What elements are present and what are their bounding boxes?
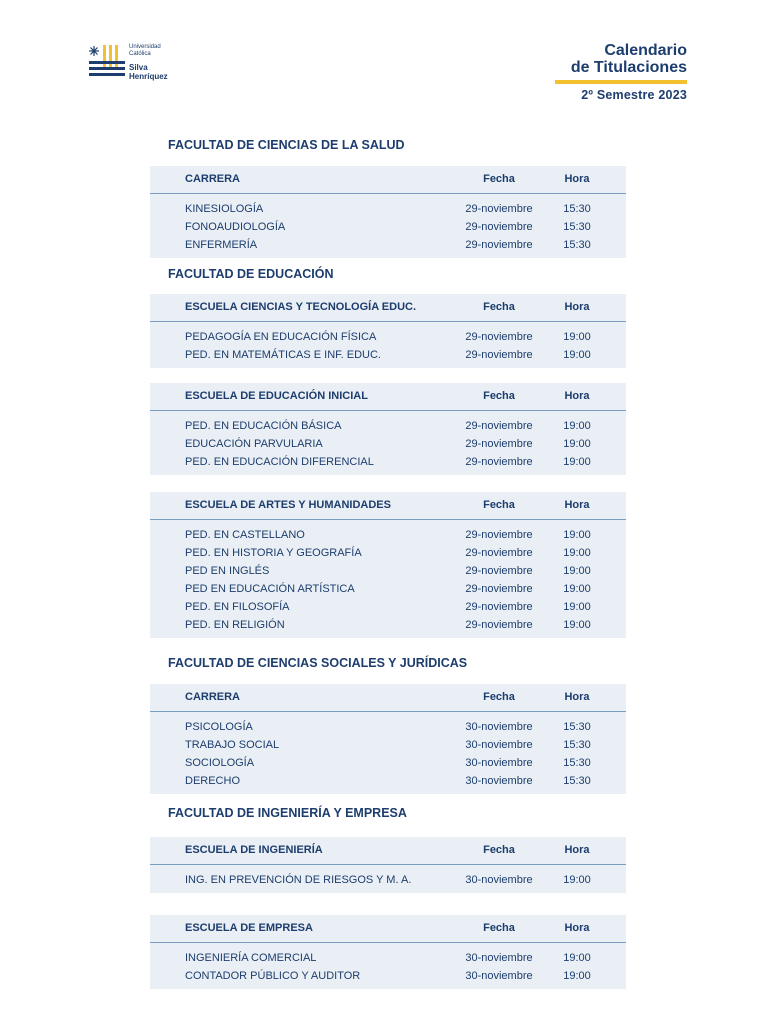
graduation-date: 30-noviembre	[465, 739, 533, 751]
table-header-program: ESCUELA DE INGENIERÍA	[185, 844, 323, 856]
program-name: TRABAJO SOCIAL	[185, 739, 280, 751]
schedule-table	[150, 915, 626, 989]
table-row	[150, 200, 626, 218]
table-header-program: CARRERA	[185, 691, 240, 703]
graduation-time: 19:00	[563, 601, 591, 613]
program-name: CONTADOR PÚBLICO Y AUDITOR	[185, 970, 361, 982]
program-name: PED. EN FILOSOFÍA	[185, 601, 290, 613]
faculty-heading: FACULTAD DE CIENCIAS DE LA SALUD	[168, 138, 405, 152]
table-row	[150, 435, 626, 453]
table-body	[150, 411, 626, 475]
table-header-time: Hora	[564, 844, 590, 856]
graduation-time: 19:00	[563, 874, 591, 886]
schedule-table	[150, 166, 626, 258]
table-body	[150, 194, 626, 258]
logo-university-label: Universidad Católica	[129, 44, 161, 57]
graduation-date: 29-noviembre	[465, 221, 533, 233]
graduation-time: 15:30	[563, 775, 591, 787]
schedule-table	[150, 684, 626, 794]
table-header-date: Fecha	[483, 499, 515, 511]
graduation-date: 29-noviembre	[465, 331, 533, 343]
table-body	[150, 712, 626, 794]
graduation-time: 19:00	[563, 349, 591, 361]
table-header-row	[150, 383, 626, 411]
graduation-date: 29-noviembre	[465, 529, 533, 541]
title-line-1: Calendario	[604, 42, 687, 59]
table-header-time: Hora	[564, 499, 590, 511]
program-name: PEDAGOGÍA EN EDUCACIÓN FÍSICA	[185, 331, 377, 343]
schedule-table	[150, 492, 626, 638]
table-header-date: Fecha	[483, 173, 515, 185]
table-header-date: Fecha	[483, 844, 515, 856]
graduation-time: 19:00	[563, 438, 591, 450]
table-header-row	[150, 915, 626, 943]
graduation-time: 19:00	[563, 565, 591, 577]
graduation-date: 29-noviembre	[465, 619, 533, 631]
table-row	[150, 417, 626, 435]
table-header-date: Fecha	[483, 922, 515, 934]
program-name: PED. EN EDUCACIÓN DIFERENCIAL	[185, 456, 374, 468]
table-row	[150, 544, 626, 562]
table-row	[150, 236, 626, 254]
table-row	[150, 871, 626, 889]
table-header-row	[150, 684, 626, 712]
graduation-time: 19:00	[563, 420, 591, 432]
program-name: EDUCACIÓN PARVULARIA	[185, 438, 323, 450]
table-header-time: Hora	[564, 922, 590, 934]
table-body	[150, 322, 626, 368]
program-name: INGENIERÍA COMERCIAL	[185, 952, 317, 964]
graduation-time: 19:00	[563, 583, 591, 595]
graduation-date: 30-noviembre	[465, 952, 533, 964]
graduation-date: 29-noviembre	[465, 456, 533, 468]
faculty-heading: FACULTAD DE INGENIERÍA Y EMPRESA	[168, 806, 407, 820]
graduation-time: 19:00	[563, 952, 591, 964]
schedule-table	[150, 383, 626, 475]
logo-name	[129, 63, 168, 81]
table-header-row	[150, 166, 626, 194]
graduation-time: 15:30	[563, 721, 591, 733]
table-header-time: Hora	[564, 173, 590, 185]
table-row	[150, 616, 626, 634]
table-row	[150, 754, 626, 772]
table-header-time: Hora	[564, 390, 590, 402]
table-row	[150, 718, 626, 736]
program-name: ENFERMERÍA	[185, 239, 258, 251]
table-row	[150, 772, 626, 790]
logo-mark-icon	[88, 44, 128, 84]
graduation-time: 15:30	[563, 739, 591, 751]
graduation-date: 30-noviembre	[465, 970, 533, 982]
table-body	[150, 865, 626, 893]
table-row	[150, 967, 626, 985]
schedule-table	[150, 837, 626, 893]
table-body	[150, 943, 626, 989]
semester-subtitle: 2º Semestre 2023	[581, 88, 687, 102]
graduation-time: 15:30	[563, 757, 591, 769]
table-header-program: ESCUELA DE ARTES Y HUMANIDADES	[185, 499, 391, 511]
graduation-date: 29-noviembre	[465, 547, 533, 559]
program-name: SOCIOLOGÍA	[185, 757, 255, 769]
table-header-row	[150, 837, 626, 865]
logo-name-line2: Henríquez	[129, 72, 168, 81]
document-title-block	[555, 42, 687, 102]
table-row	[150, 598, 626, 616]
graduation-date: 30-noviembre	[465, 775, 533, 787]
table-row	[150, 949, 626, 967]
graduation-date: 29-noviembre	[465, 349, 533, 361]
graduation-time: 19:00	[563, 619, 591, 631]
table-header-row	[150, 294, 626, 322]
graduation-date: 29-noviembre	[465, 601, 533, 613]
table-header-time: Hora	[564, 691, 590, 703]
table-header-row	[150, 492, 626, 520]
graduation-date: 29-noviembre	[465, 583, 533, 595]
graduation-date: 29-noviembre	[465, 203, 533, 215]
table-header-program: ESCUELA CIENCIAS Y TECNOLOGÍA EDUC.	[185, 301, 417, 313]
logo-name-line1: Silva	[129, 63, 148, 72]
graduation-date: 30-noviembre	[465, 757, 533, 769]
graduation-time: 19:00	[563, 529, 591, 541]
university-logo	[88, 44, 188, 84]
graduation-time: 19:00	[563, 456, 591, 468]
table-row	[150, 218, 626, 236]
graduation-date: 29-noviembre	[465, 565, 533, 577]
schedule-table	[150, 294, 626, 368]
table-row	[150, 580, 626, 598]
table-row	[150, 526, 626, 544]
program-name: PED EN EDUCACIÓN ARTÍSTICA	[185, 583, 355, 595]
table-header-date: Fecha	[483, 301, 515, 313]
table-row	[150, 346, 626, 364]
table-header-date: Fecha	[483, 691, 515, 703]
graduation-date: 30-noviembre	[465, 721, 533, 733]
program-name: PED EN INGLÉS	[185, 565, 270, 577]
table-header-program: ESCUELA DE EMPRESA	[185, 922, 313, 934]
program-name: PED. EN CASTELLANO	[185, 529, 305, 541]
table-body	[150, 520, 626, 638]
program-name: PED. EN MATEMÁTICAS E INF. EDUC.	[185, 349, 381, 361]
table-row	[150, 562, 626, 580]
graduation-time: 15:30	[563, 239, 591, 251]
program-name: PED. EN EDUCACIÓN BÁSICA	[185, 420, 342, 432]
graduation-date: 29-noviembre	[465, 438, 533, 450]
table-header-program: ESCUELA DE EDUCACIÓN INICIAL	[185, 390, 368, 402]
graduation-time: 15:30	[563, 221, 591, 233]
table-row	[150, 328, 626, 346]
title-accent-bar	[555, 80, 687, 84]
graduation-time: 15:30	[563, 203, 591, 215]
table-header-time: Hora	[564, 301, 590, 313]
program-name: FONOAUDIOLOGÍA	[185, 221, 286, 233]
program-name: KINESIOLOGÍA	[185, 203, 264, 215]
graduation-date: 30-noviembre	[465, 874, 533, 886]
table-row	[150, 453, 626, 471]
program-name: PSICOLOGÍA	[185, 721, 253, 733]
faculty-heading: FACULTAD DE EDUCACIÓN	[168, 267, 334, 281]
graduation-time: 19:00	[563, 547, 591, 559]
graduation-date: 29-noviembre	[465, 420, 533, 432]
graduation-time: 19:00	[563, 331, 591, 343]
table-header-program: CARRERA	[185, 173, 240, 185]
faculty-heading: FACULTAD DE CIENCIAS SOCIALES Y JURÍDICAS	[168, 656, 468, 670]
graduation-time: 19:00	[563, 970, 591, 982]
title-line-2: de Titulaciones	[570, 59, 687, 76]
table-header-date: Fecha	[483, 390, 515, 402]
program-name: PED. EN RELIGIÓN	[185, 619, 285, 631]
program-name: ING. EN PREVENCIÓN DE RIESGOS Y M. A.	[185, 874, 412, 886]
table-row	[150, 736, 626, 754]
program-name: DERECHO	[185, 775, 241, 787]
program-name: PED. EN HISTORIA Y GEOGRAFÍA	[185, 547, 362, 559]
graduation-date: 29-noviembre	[465, 239, 533, 251]
